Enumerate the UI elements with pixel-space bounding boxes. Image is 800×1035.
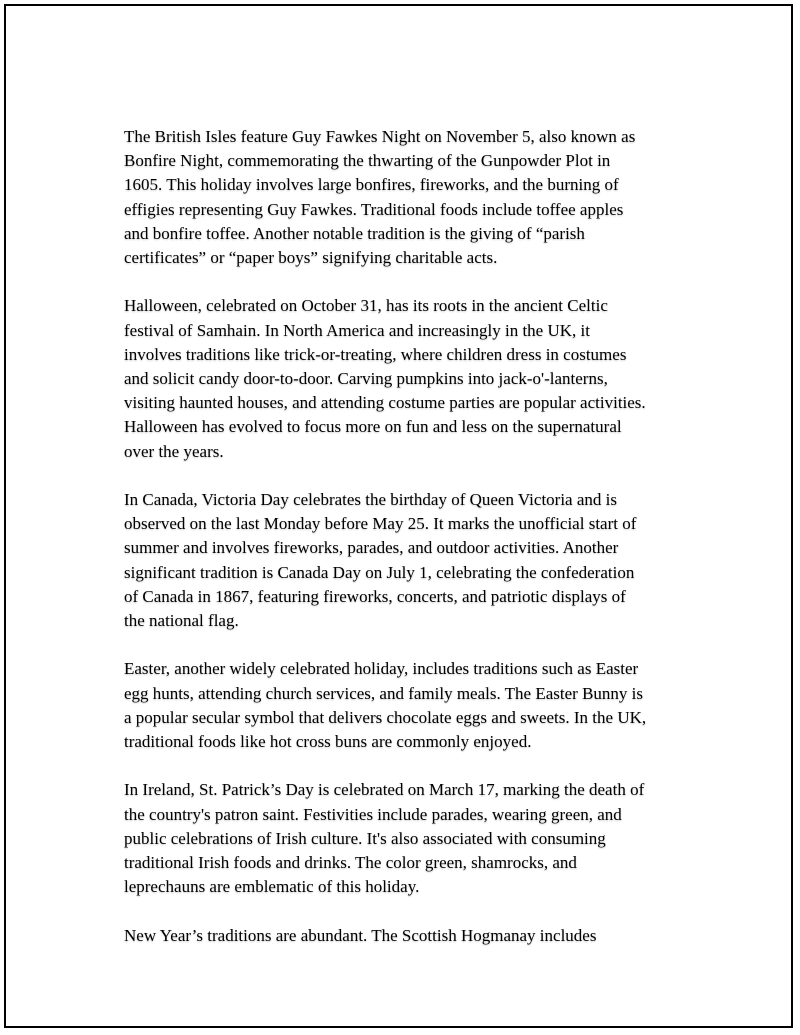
text-line: and solicit candy door-to-door. Carving pumpkins into jack-o'-lanterns, — [124, 369, 608, 389]
text-line: involves traditions like trick-or-treating, where children dress in costumes — [124, 344, 627, 364]
text-line: Bonfire Night, commemorating the thwarting of the Gunpowder Plot in — [124, 151, 611, 171]
text-line: 1605. This holiday involves large bonfires, fireworks, and the burning of — [124, 175, 619, 195]
text-line: festival of Samhain. In North America and increasingly in the UK, it — [124, 320, 590, 340]
text-line: In Canada, Victoria Day celebrates the birthday of Queen Victoria and is — [124, 490, 617, 510]
text-line: In Ireland, St. Patrick’s Day is celebrated on March 17, marking the death of — [124, 780, 645, 800]
paragraph-st-patricks-day — [124, 778, 704, 899]
text-line: traditional foods like hot cross buns are commonly enjoyed. — [124, 732, 532, 752]
text-line: certificates” or “paper boys” signifying charitable acts. — [124, 248, 498, 268]
paragraph-halloween — [124, 294, 704, 463]
paragraph-easter — [124, 657, 704, 754]
text-line: a popular secular symbol that delivers chocolate eggs and sweets. In the UK, — [124, 707, 647, 727]
paragraph-canada — [124, 488, 704, 633]
page-frame — [4, 4, 793, 1028]
text-line: visiting haunted houses, and attending costume parties are popular activities. — [124, 393, 646, 413]
text-line: effigies representing Guy Fawkes. Traditional foods include toffee apples — [124, 199, 624, 219]
text-line: the national flag. — [124, 611, 239, 631]
paragraph-guy-fawkes-night — [124, 125, 704, 270]
text-line: Halloween, celebrated on October 31, has its roots in the ancient Celtic — [124, 296, 608, 316]
text-line: and bonfire toffee. Another notable tradition is the giving of “parish — [124, 223, 585, 243]
text-line: significant tradition is Canada Day on July 1, celebrating the confederation — [124, 562, 635, 582]
text-line: of Canada in 1867, featuring fireworks, concerts, and patriotic displays of — [124, 586, 626, 606]
document-body — [124, 125, 704, 972]
text-line: egg hunts, attending church services, and family meals. The Easter Bunny is — [124, 683, 643, 703]
paragraph-new-year — [124, 924, 704, 948]
text-line: public celebrations of Irish culture. It's also associated with consuming — [124, 828, 606, 848]
text-line: Easter, another widely celebrated holiday, includes traditions such as Easter — [124, 659, 639, 679]
text-line: observed on the last Monday before May 25. It marks the unofficial start of — [124, 514, 637, 534]
text-line: New Year’s traditions are abundant. The Scottish Hogmanay includes — [124, 925, 597, 945]
text-line: over the years. — [124, 441, 224, 461]
text-line: Halloween has evolved to focus more on fun and less on the supernatural — [124, 417, 622, 437]
text-line: The British Isles feature Guy Fawkes Night on November 5, also known as — [124, 127, 636, 146]
text-line: traditional Irish foods and drinks. The color green, shamrocks, and — [124, 853, 577, 873]
text-line: leprechauns are emblematic of this holiday. — [124, 877, 420, 897]
text-line: summer and involves fireworks, parades, and outdoor activities. Another — [124, 538, 619, 558]
text-line: the country's patron saint. Festivities include parades, wearing green, and — [124, 804, 622, 824]
